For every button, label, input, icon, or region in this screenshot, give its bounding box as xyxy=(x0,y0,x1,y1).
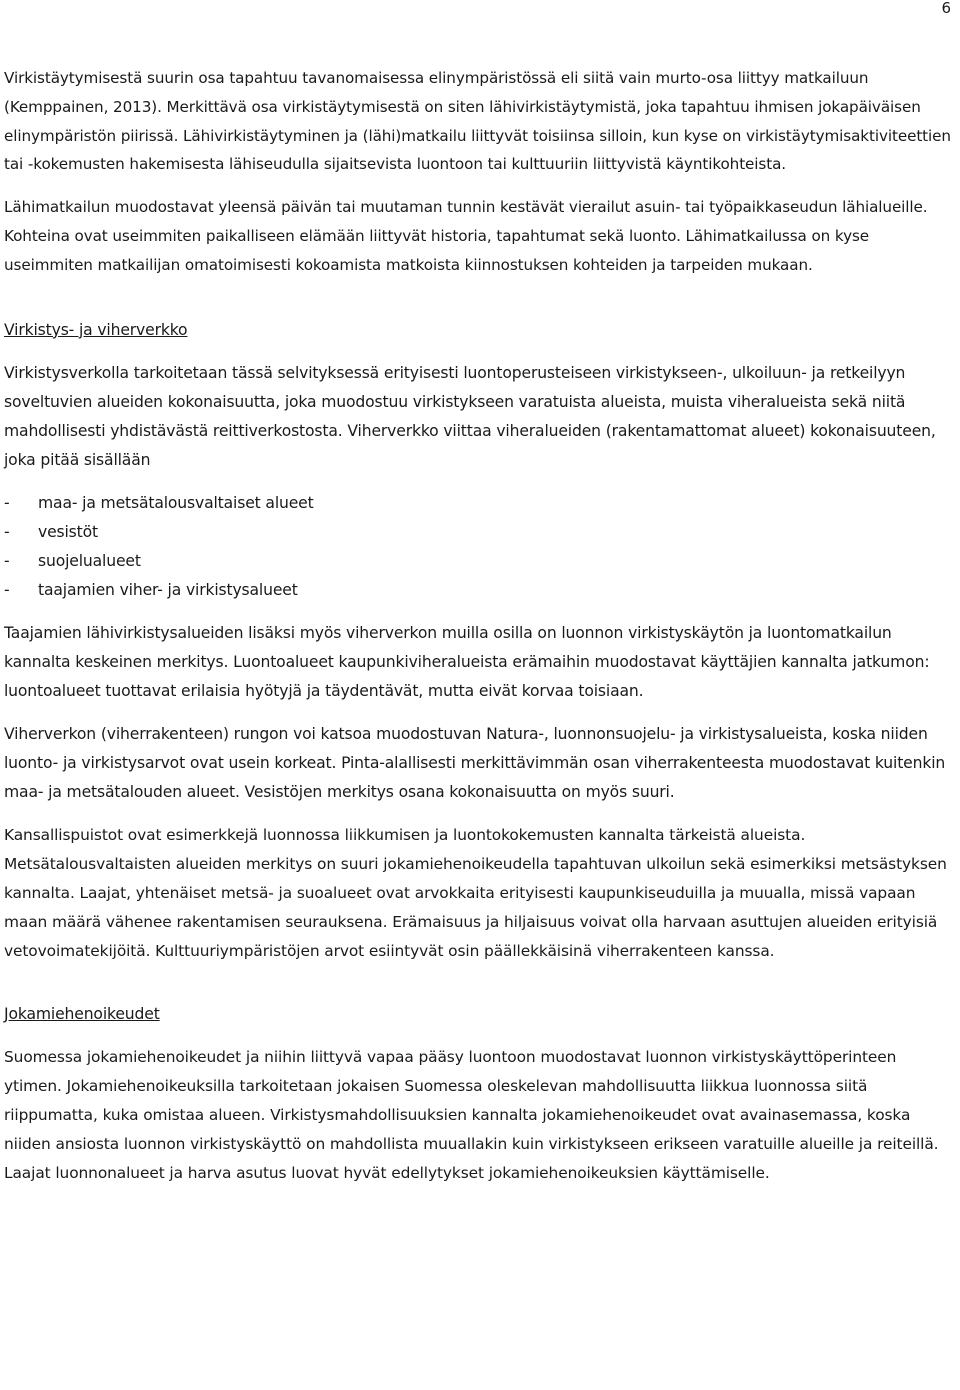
section-heading: Virkistys- ja viherverkko xyxy=(4,320,188,339)
list-item xyxy=(4,518,956,547)
document-body xyxy=(4,64,956,1202)
list-item xyxy=(4,489,956,518)
body-paragraph: Suomessa jokamiehenoikeudet ja niihin liittyvä vapaa pääsy luontoon muodostavat luonnon virkistyskäyttöperinteen ytimen. Jokamiehenoikeuksilla tarkoitetaan jokaisen Suomessa oleskelevan mahdollisuutta liikkua luonnossa siitä riippumatta, kuka omistaa alueen. Virkistysmahdollisuuksien kannalta jokamiehenoikeudet ovat avainasemassa, koska niiden ansiosta luonnon virkistyskäyttö on mahdollista muuallakin kuin virkistykseen erikseen varatuille alueille ja reiteillä. Laajat luonnonalueet ja harva asutus luovat hyvät edellytykset jokamiehenoikeuksien käyttämiselle. xyxy=(4,1047,939,1182)
list-item-text: vesistöt xyxy=(38,522,98,541)
body-paragraph: Viherverkon (viherrakenteen) rungon voi katsoa muodostuvan Natura-, luonnonsuojelu- ja virkistysalueista, koska niiden luonto- ja virkistysarvot ovat usein korkeat. Pinta-alallisesti merkittävimmän osan viherrakenteesta muodostavat kuitenkin maa- ja metsätalouden alueet. Vesistöjen merkitys osana kokonaisuutta on myös suuri. xyxy=(4,724,946,801)
list-dash: - xyxy=(4,493,10,512)
section-virkistys-ja-viherverkko xyxy=(4,316,956,966)
list-dash: - xyxy=(4,551,10,570)
body-paragraph: Taajamien lähivirkistysalueiden lisäksi myös viherverkon muilla osilla on luonnon virkistyskäytön ja luontomatkailun kannalta keskeinen merkitys. Luontoalueet kaupunkiviheralueista erämaihin muodostavat käyttäjien kannalta jatkumon: luontoalueet tuottavat erilaisia hyötyjä ja täydentävät, mutta eivät korvaa toisiaan. xyxy=(4,623,930,700)
page-number: 6 xyxy=(941,0,951,17)
list-item-text: taajamien viher- ja virkistysalueet xyxy=(38,580,298,599)
section-jokamiehenoikeudet xyxy=(4,1000,956,1188)
intro-section xyxy=(4,64,956,280)
list-item xyxy=(4,547,956,576)
list-dash: - xyxy=(4,580,10,599)
intro-paragraph-1: Virkistäytymisestä suurin osa tapahtuu tavanomaisessa elinympäristössä eli siitä vain murto-osa liittyy matkailuun (Kemppainen, 2013). Merkittävä osa virkistäytymisestä on siten lähivirkistäytymistä, joka tapahtuu ihmisen jokapäiväisen elinympäristön piirissä. Lähivirkistäytyminen ja (lähi)matkailu liittyvät toisiinsa silloin, kun kyse on virkistäytymisaktiviteettien tai -kokemusten hakemisesta lähiseudulla sijaitsevista luontoon tai kulttuuriin liittyvistä käyntikohteista. xyxy=(4,69,951,174)
list-item-text: suojelualueet xyxy=(38,551,141,570)
list-item xyxy=(4,576,956,605)
body-paragraph: Kansallispuistot ovat esimerkkejä luonnossa liikkumisen ja luontokokemusten kannalta tärkeistä alueista. Metsätalousvaltaisten alueiden merkitys on suuri jokamiehenoikeudella tapahtuvan ulkoilun sekä esimerkiksi metsästyksen kannalta. Laajat, yhtenäiset metsä- ja suoalueet ovat arvokkaita erityisesti kaupunkiseuduilla ja muualla, missä vapaan maan määrä vähenee rakentamisen seurauksena. Erämaisuus ja hiljaisuus voivat olla harvaan asuttujen alueiden erityisiä vetovoimatekijöitä. Kulttuuriympäristöjen arvot esiintyvät osin päällekkäisinä viherrakenteen kanssa. xyxy=(4,825,947,960)
section-heading: Jokamiehenoikeudet xyxy=(4,1004,160,1023)
intro-paragraph-2: Lähimatkailun muodostavat yleensä päivän tai muutaman tunnin kestävät vierailut asuin- tai työpaikkaseudun lähialueille. Kohteina ovat useimmiten paikalliseen elämään liittyvät historia, tapahtumat sekä luonto. Lähimatkailussa on kyse useimmiten matkailijan omatoimisesti kokoamista matkoista kiinnostuksen kohteiden ja tarpeiden mukaan. xyxy=(4,198,928,274)
body-paragraph: Virkistysverkolla tarkoitetaan tässä selvityksessä erityisesti luontoperusteiseen virkistykseen-, ulkoiluun- ja retkeilyyn soveltuvien alueiden kokonaisuutta, joka muodostuu virkistykseen varatuista alueista, muista viheralueista sekä niitä mahdollisesti yhdistävästä reittiverkostosta. Viherverkko viittaa viheralueiden (rakentamattomat alueet) kokonaisuuteen, joka pitää sisällään xyxy=(4,363,936,469)
dash-list xyxy=(4,489,956,605)
list-dash: - xyxy=(4,522,10,541)
list-item-text: maa- ja metsätalousvaltaiset alueet xyxy=(38,493,314,512)
